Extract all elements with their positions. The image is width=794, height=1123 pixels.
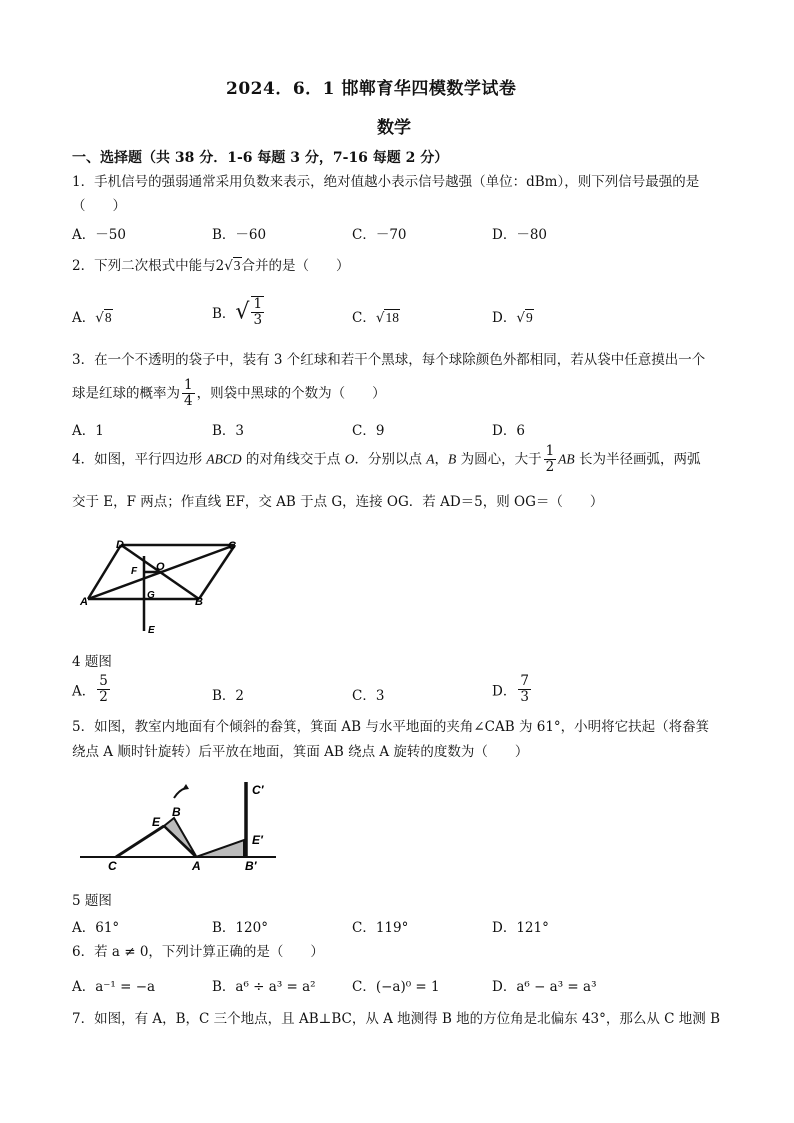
exam-title: 2024．6．1 邯郸育华四模数学试卷 xyxy=(226,79,517,99)
edge-cb xyxy=(199,545,235,599)
q5-figure xyxy=(76,776,286,880)
label-b: B xyxy=(195,596,203,608)
q4-stem-line1: 4．如图，平行四边形 ABCD 的对角线交于点 O．分别以点 A，B 为圆心，大于 $\frac{1}{2}$ AB 长为半径画弧，两弧 xyxy=(72,443,701,475)
q3-option-b: B．3 xyxy=(212,423,245,439)
label-b-prime: B′ xyxy=(245,859,257,873)
q5-option-d: D．121° xyxy=(492,920,549,936)
edge-ad xyxy=(88,545,121,599)
dustpan-tilted xyxy=(164,818,196,856)
subject-title: 数学 xyxy=(377,118,411,138)
q2-option-c: C．√18 xyxy=(352,310,399,326)
label-c: C xyxy=(108,859,117,873)
q5-stem-line2: 绕点 A 顺时针旋转）后平放在地面，箕面 AB 绕点 A 旋转的度数为（ ） xyxy=(72,744,529,760)
q5-option-a: A．61° xyxy=(72,920,120,936)
q6-option-c: C．(−a)⁰ = 1 xyxy=(352,979,440,995)
q7-stem-line1: 7．如图，有 A，B，C 三个地点，且 AB⊥BC，从 A 地测得 B 地的方位角是北偏东 43°，那么从 C 地测 B xyxy=(72,1011,721,1027)
q5-figure-caption: 5 题图 xyxy=(72,893,112,909)
arrow-head xyxy=(182,784,189,790)
label-a: A xyxy=(192,859,201,873)
q1-option-a: A．－50 xyxy=(72,227,126,243)
q4-option-a: A． $\frac{5}{2}$ xyxy=(72,673,108,705)
q3-stem-line2: 球是红球的概率为 $\frac{1}{4}$ ，则袋中黑球的个数为（ ） xyxy=(72,377,386,409)
label-a: A xyxy=(80,596,88,608)
q2-option-d: D．√9 xyxy=(492,310,533,326)
label-b: B xyxy=(172,805,181,819)
label-o: O xyxy=(156,561,165,573)
q2-option-b: B．√ $\frac{1}{3}$ xyxy=(212,296,263,328)
q6-option-a: A．a⁻¹ = −a xyxy=(72,979,156,995)
dustpan-rotated xyxy=(196,840,244,857)
q3-stem-line1: 3．在一个不透明的袋子中，装有 3 个红球和若干个黑球，每个球除颜色外都相同，若从袋中任意摸出一个 xyxy=(72,352,706,368)
section-heading: 一、选择题（共 38 分．1-6 每题 3 分，7-16 每题 2 分） xyxy=(72,150,449,166)
q1-stem-line2: （ ） xyxy=(72,198,126,214)
q4-stem-line2: 交于 E，F 两点；作直线 EF，交 AB 于点 G，连接 OG．若 AD＝5，则 OG＝（ ） xyxy=(72,494,604,510)
label-e: E xyxy=(148,625,155,636)
label-g: G xyxy=(147,590,155,601)
label-f: F xyxy=(131,566,138,577)
q2-coef: 2 xyxy=(215,258,225,274)
label-e: E xyxy=(152,815,161,829)
q3-option-c: C．9 xyxy=(352,423,385,439)
q2-stem: 2．下列二次根式中能与2√3合并的是（ ） xyxy=(72,258,350,274)
q6-option-d: D．a⁶ − a³ = a³ xyxy=(492,979,597,995)
q6-option-b: B．a⁶ ÷ a³ = a² xyxy=(212,979,316,995)
q4-figure xyxy=(78,536,258,642)
q2-option-a: A．√8 xyxy=(72,310,112,326)
q1-option-b: B．－60 xyxy=(212,227,267,243)
q1-option-d: D．－80 xyxy=(492,227,548,243)
label-e-prime: E′ xyxy=(252,833,263,847)
q6-stem: 6．若 a ≠ 0，下列计算正确的是（ ） xyxy=(72,944,324,960)
q4-option-c: C．3 xyxy=(352,688,385,704)
q3-option-a: A．1 xyxy=(72,423,104,439)
q5-stem-line1: 5．如图，教室内地面有个倾斜的畚箕，箕面 AB 与水平地面的夹角∠CAB 为 61°，小明将它扶起（将畚箕 xyxy=(72,719,710,735)
q4-figure-caption: 4 题图 xyxy=(72,654,112,670)
q1-stem-line1: 1．手机信号的强弱通常采用负数来表示，绝对值越小表示信号越强（单位：dBm），则下列信号最强的是 xyxy=(72,174,700,190)
q3-option-d: D．6 xyxy=(492,423,525,439)
label-c-prime: C′ xyxy=(252,783,264,797)
q1-option-c: C．－70 xyxy=(352,227,407,243)
q5-option-b: B．120° xyxy=(212,920,268,936)
q2-radicand: 3 xyxy=(233,258,241,273)
q4-option-d: D． $\frac{7}{3}$ xyxy=(492,673,529,705)
handle-ce xyxy=(116,826,164,857)
sqrt-sign: √ xyxy=(224,258,233,274)
label-d: D xyxy=(116,539,124,551)
q4-option-b: B．2 xyxy=(212,688,245,704)
q5-option-c: C．119° xyxy=(352,920,409,936)
label-c: C xyxy=(228,540,236,552)
